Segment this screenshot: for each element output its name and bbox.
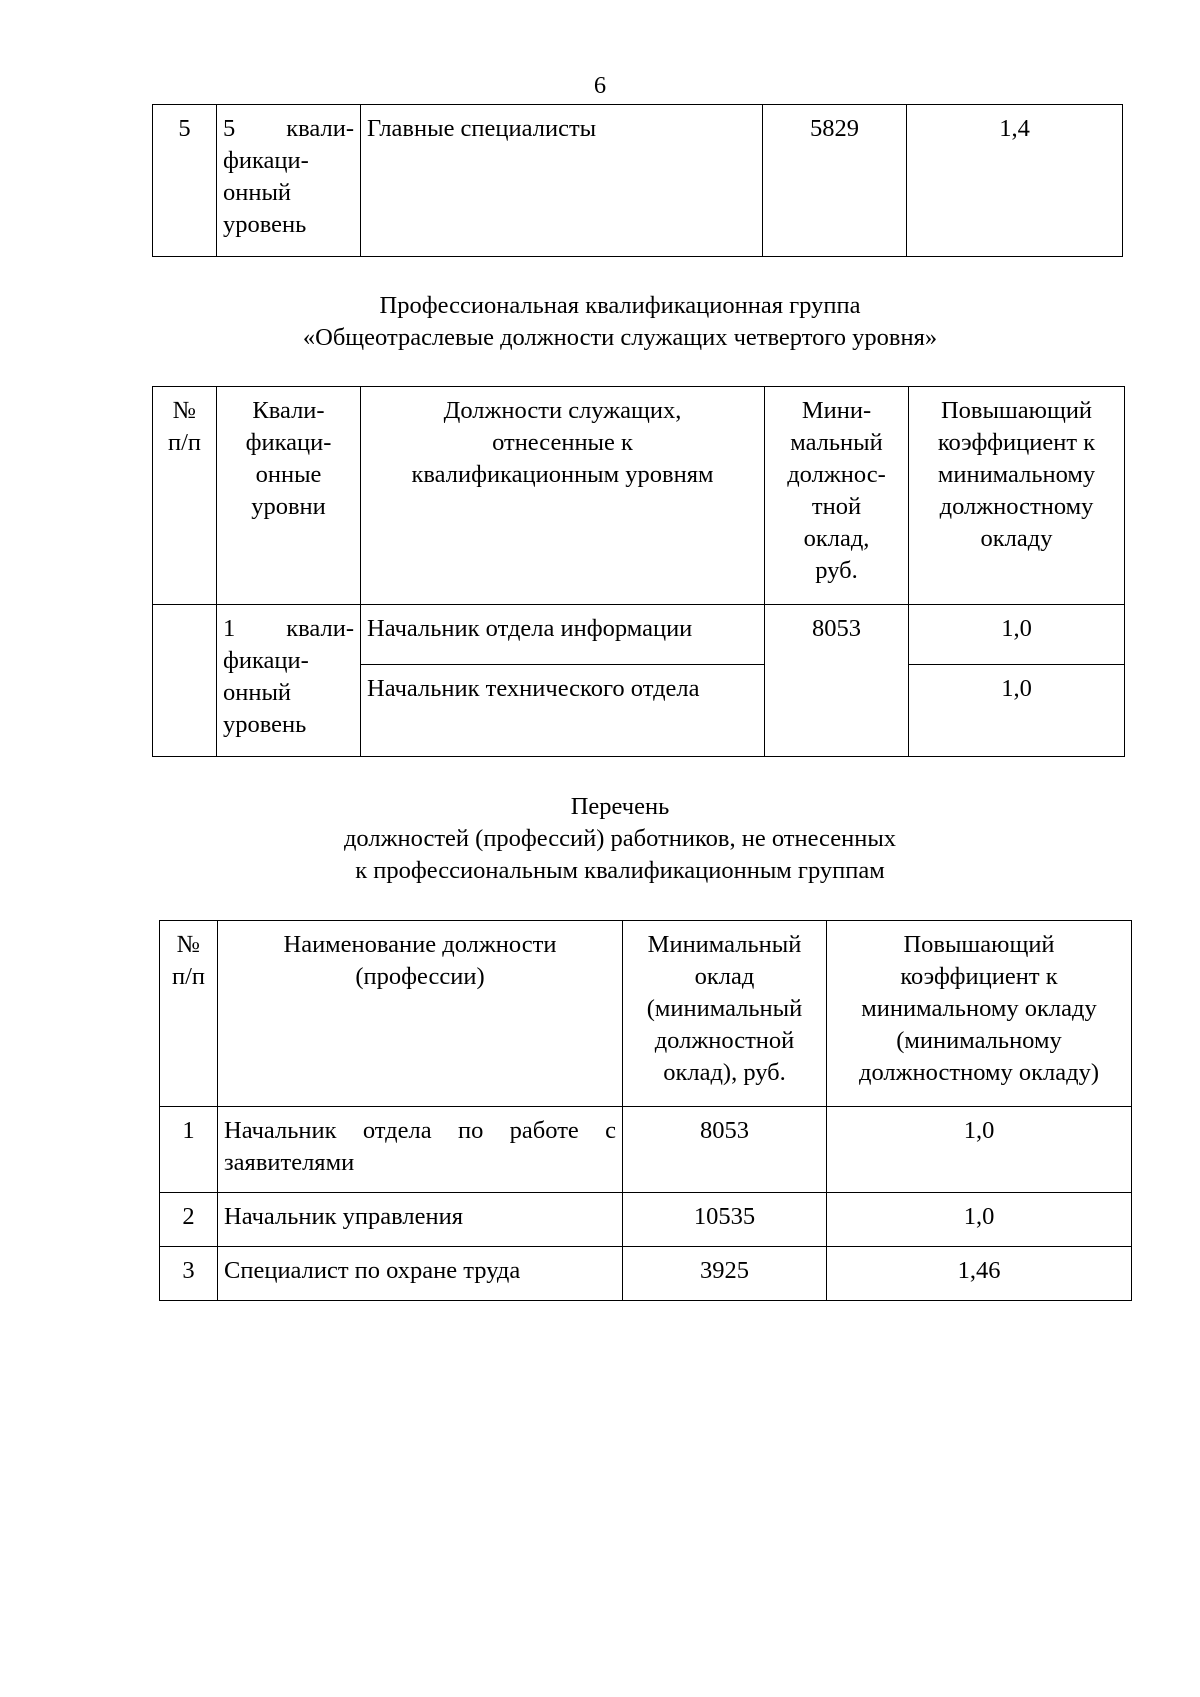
table-row (160, 1247, 1132, 1301)
header-min-salary: Мини- мальный должнос- тной оклад, руб. (765, 387, 909, 605)
row-number-empty (153, 605, 217, 757)
position-name-cell: Начальник управления (218, 1193, 623, 1247)
qualification-level-cell: 1 квали- фикаци- онный уровень (217, 605, 361, 757)
table-positions-not-in-groups (159, 920, 1132, 1301)
salary-cell: 5829 (763, 105, 907, 257)
table-pkg-fourth-level (152, 386, 1125, 757)
header-qualification-levels: Квали- фикаци- онные уровни (217, 387, 361, 605)
coefficient-cell: 1,0 (909, 665, 1125, 757)
table-row (160, 1193, 1132, 1247)
page-number: 6 (593, 72, 607, 99)
row-number: 1 (160, 1107, 218, 1193)
table-header-row (160, 921, 1132, 1107)
section-heading-pkg: Профессиональная квалификационная группа «Общеотраслевые должности служащих четвертого уровня» (302, 292, 938, 351)
row-number: 2 (160, 1193, 218, 1247)
table-row (153, 605, 1125, 665)
salary-cell: 10535 (623, 1193, 827, 1247)
coefficient-cell: 1,0 (909, 605, 1125, 665)
header-min-salary: Минимальный оклад (минимальный должностной оклад), руб. (623, 921, 827, 1107)
qualification-level-cell: 5 квали- фикаци- онный уровень (217, 105, 361, 257)
row-number: 3 (160, 1247, 218, 1301)
header-coefficient: Повышающий коэффициент к минимальному должностному окладу (909, 387, 1125, 605)
header-position-name: Наименование должности (профессии) (218, 921, 623, 1107)
position-name-cell: Специалист по охране труда (218, 1247, 623, 1301)
coefficient-cell: 1,0 (827, 1193, 1132, 1247)
coefficient-cell: 1,46 (827, 1247, 1132, 1301)
position-cell: Начальник отдела информации (361, 605, 765, 665)
row-number: 5 (153, 105, 217, 257)
header-positions: Должности служащих, отнесенные к квалификационным уровням (361, 387, 765, 605)
table-row (160, 1107, 1132, 1193)
header-number: № п/п (153, 387, 217, 605)
coefficient-cell: 1,4 (907, 105, 1123, 257)
coefficient-cell: 1,0 (827, 1107, 1132, 1193)
table-level-5-continuation (152, 104, 1123, 257)
position-name-cell: Начальник отдела по работе с заявителями (218, 1107, 623, 1193)
position-cell: Главные специалисты (361, 105, 763, 257)
header-coefficient: Повышающий коэффициент к минимальному окладу (минимальному должностному окладу) (827, 921, 1132, 1107)
header-number: № п/п (160, 921, 218, 1107)
table-header-row (153, 387, 1125, 605)
table-row (153, 105, 1123, 257)
section-heading-list: Перечень должностей (профессий) работников, не отнесенных к профессиональным квалификационным группам (343, 793, 897, 884)
position-cell: Начальник технического отдела (361, 665, 765, 757)
salary-cell: 8053 (623, 1107, 827, 1193)
salary-cell: 3925 (623, 1247, 827, 1301)
salary-cell: 8053 (765, 605, 909, 757)
